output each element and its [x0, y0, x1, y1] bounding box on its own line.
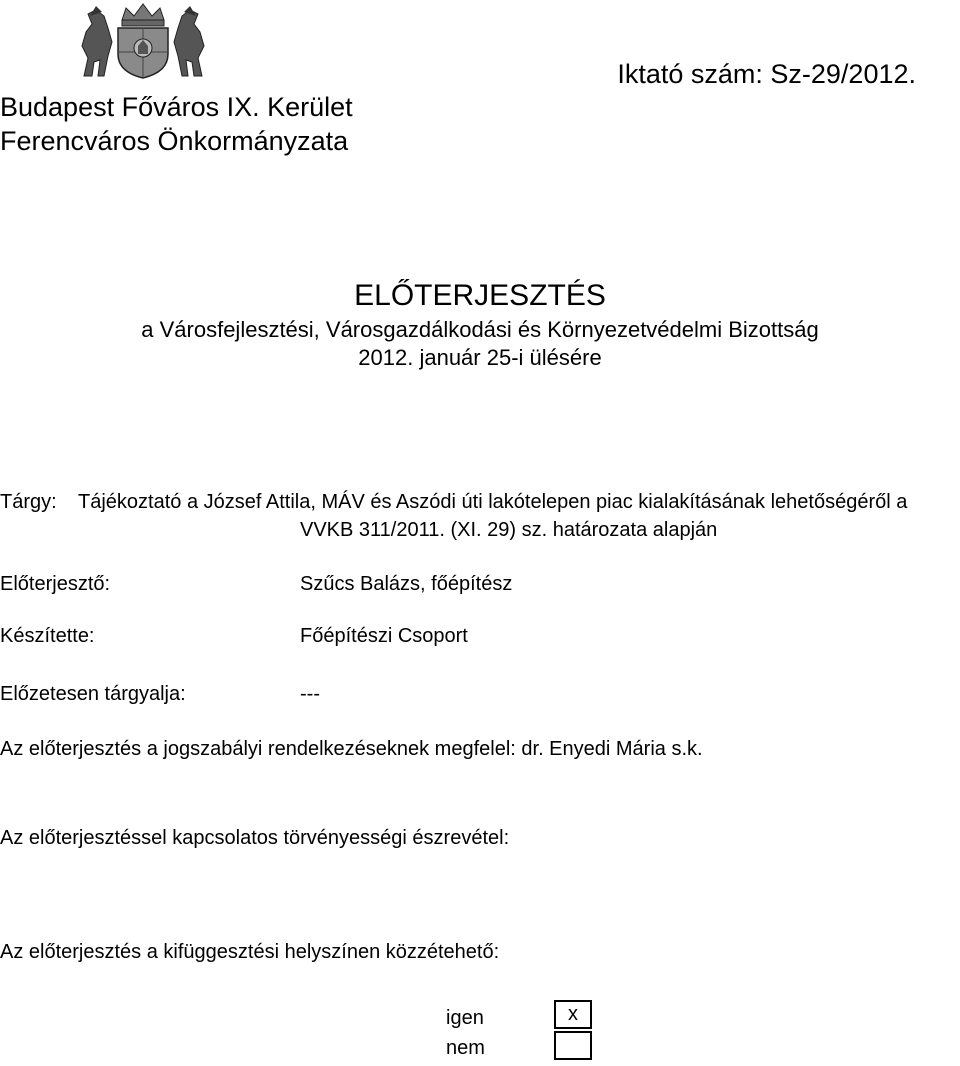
presenter-label: Előterjesztő: [0, 573, 111, 595]
prepared-by-value: Főépítészi Csoport [300, 625, 468, 647]
legal-compliance-statement: Az előterjesztés a jogszabályi rendelkezéseknek megfelel: dr. Enyedi Mária s.k. [0, 738, 703, 760]
prior-discussion-value: --- [300, 683, 320, 705]
legality-remark-statement: Az előterjesztéssel kapcsolatos törvényességi észrevétel: [0, 827, 510, 849]
option-yes-label: igen [446, 1007, 484, 1029]
prior-discussion-label: Előzetesen tárgyalja: [0, 683, 186, 705]
option-yes-checkbox[interactable]: x [554, 1000, 592, 1029]
presenter-value: Szűcs Balázs, főépítész [300, 573, 513, 595]
prepared-by-label: Készítette: [0, 625, 95, 647]
reference-number: Iktató szám: Sz-29/2012. [617, 59, 916, 89]
meeting-date: 2012. január 25-i ülésére [358, 345, 602, 370]
subject-label: Tárgy: [0, 491, 57, 513]
publishable-statement: Az előterjesztés a kifüggesztési helyszínen közzétehető: [0, 941, 500, 963]
option-no-checkbox[interactable] [554, 1031, 592, 1060]
organization-name [0, 90, 353, 158]
committee-name: a Városfejlesztési, Városgazdálkodási és Környezetvédelmi Bizottság [141, 317, 819, 342]
subject-line-1: Tájékoztató a József Attila, MÁV és Aszódi úti lakótelepen piac kialakításának lehetőségéről a [78, 491, 908, 513]
organization-line-2: Ferencváros Önkormányzata [0, 126, 349, 156]
document-title: ELŐTERJESZTÉS [354, 279, 606, 312]
subject-line-2: VVKB 311/2011. (XI. 29) sz. határozata alapján [300, 519, 718, 541]
organization-line-1: Budapest Főváros IX. Kerület [0, 92, 353, 122]
coat-of-arms-logo [78, 2, 208, 80]
option-no-label: nem [446, 1037, 485, 1059]
